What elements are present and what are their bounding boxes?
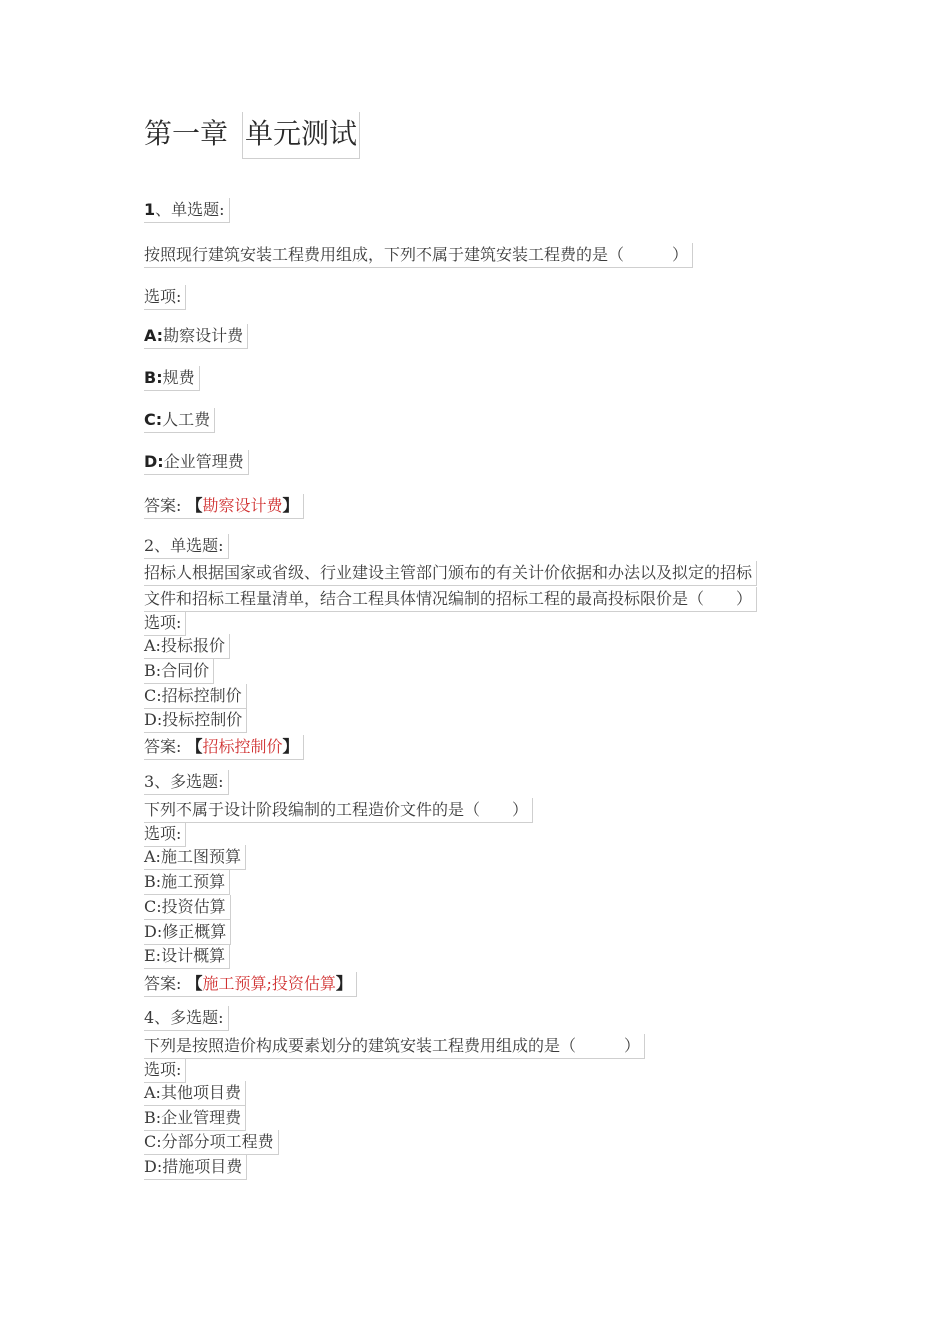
q3-type: 3、多选题: — [144, 770, 229, 795]
q1-option-d-key: D: — [144, 452, 164, 471]
q4-option-d: D:措施项目费 — [144, 1155, 247, 1180]
q3-bracket-open: 【 — [186, 974, 203, 993]
q2-answer-value: 招标控制价 — [202, 737, 283, 756]
q4-options-label: 选项: — [144, 1058, 186, 1083]
q1-option-d — [144, 450, 249, 475]
q2-bracket-close: 】 — [282, 737, 299, 756]
q3-options-label: 选项: — [144, 822, 186, 847]
q1-option-b-text: 规费 — [162, 368, 195, 387]
q1-option-c-key: C: — [144, 410, 163, 429]
q3-stem: 下列不属于设计阶段编制的工程造价文件的是（ ） — [144, 798, 533, 823]
q4-option-c: C:分部分项工程费 — [144, 1130, 279, 1155]
q1-option-b-key: B: — [144, 368, 163, 387]
q3-option-c: C:投资估算 — [144, 895, 231, 920]
q3-answer-value: 施工预算;投资估算 — [202, 974, 336, 993]
title-chapter: 第一章 — [144, 117, 229, 150]
q1-bracket-open: 【 — [186, 496, 203, 515]
q1-answer-value: 勘察设计费 — [202, 496, 283, 515]
q4-type: 4、多选题: — [144, 1006, 229, 1031]
q2-options-label: 选项: — [144, 611, 186, 636]
q1-option-c-text: 人工费 — [162, 410, 211, 429]
q2-option-a: A:投标报价 — [144, 634, 230, 659]
q1-option-a-text: 勘察设计费 — [163, 326, 244, 345]
title-unit-test: 单元测试 — [242, 112, 360, 159]
q2-bracket-open: 【 — [186, 737, 203, 756]
q1-answer-label: 答案: — [144, 496, 182, 515]
q1-answer — [144, 494, 304, 519]
q4-option-a: A:其他项目费 — [144, 1081, 246, 1106]
q1-option-a — [144, 324, 248, 349]
q3-option-b: B:施工预算 — [144, 870, 230, 895]
q1-options-label: 选项: — [144, 285, 186, 310]
q2-option-d: D:投标控制价 — [144, 708, 247, 733]
q2-stem-line2: 文件和招标工程量清单，结合工程具体情况编制的招标工程的最高投标限价是（ ） — [144, 587, 757, 612]
q3-option-d: D:修正概算 — [144, 920, 231, 945]
q3-answer — [144, 972, 357, 997]
q3-option-e: E:设计概算 — [144, 944, 230, 969]
q3-option-a: A:施工图预算 — [144, 845, 246, 870]
q2-stem-line1: 招标人根据国家或省级、行业建设主管部门颁布的有关计价依据和办法以及拟定的招标 — [144, 561, 757, 586]
q4-option-b: B:企业管理费 — [144, 1106, 246, 1131]
q1-bracket-close: 】 — [282, 496, 299, 515]
q2-option-b: B:合同价 — [144, 659, 214, 684]
q1-stem: 按照现行建筑安装工程费用组成，下列不属于建筑安装工程费的是（ ） — [144, 243, 693, 268]
q2-option-c: C:招标控制价 — [144, 684, 247, 709]
page-title — [144, 112, 360, 159]
q2-answer-label: 答案: — [144, 737, 182, 756]
q1-number: 1 — [144, 200, 156, 219]
q1-option-c — [144, 408, 215, 433]
q3-answer-label: 答案: — [144, 974, 182, 993]
q1-type — [144, 198, 230, 223]
q1-option-b — [144, 366, 200, 391]
q3-bracket-close: 】 — [335, 974, 352, 993]
q1-type-label: 、单选题: — [155, 200, 225, 219]
q1-option-d-text: 企业管理费 — [163, 452, 244, 471]
q1-option-a-key: A: — [144, 326, 164, 345]
q2-type: 2、单选题: — [144, 534, 229, 559]
q2-answer — [144, 735, 304, 760]
q4-stem: 下列是按照造价构成要素划分的建筑安装工程费用组成的是（ ） — [144, 1034, 645, 1059]
